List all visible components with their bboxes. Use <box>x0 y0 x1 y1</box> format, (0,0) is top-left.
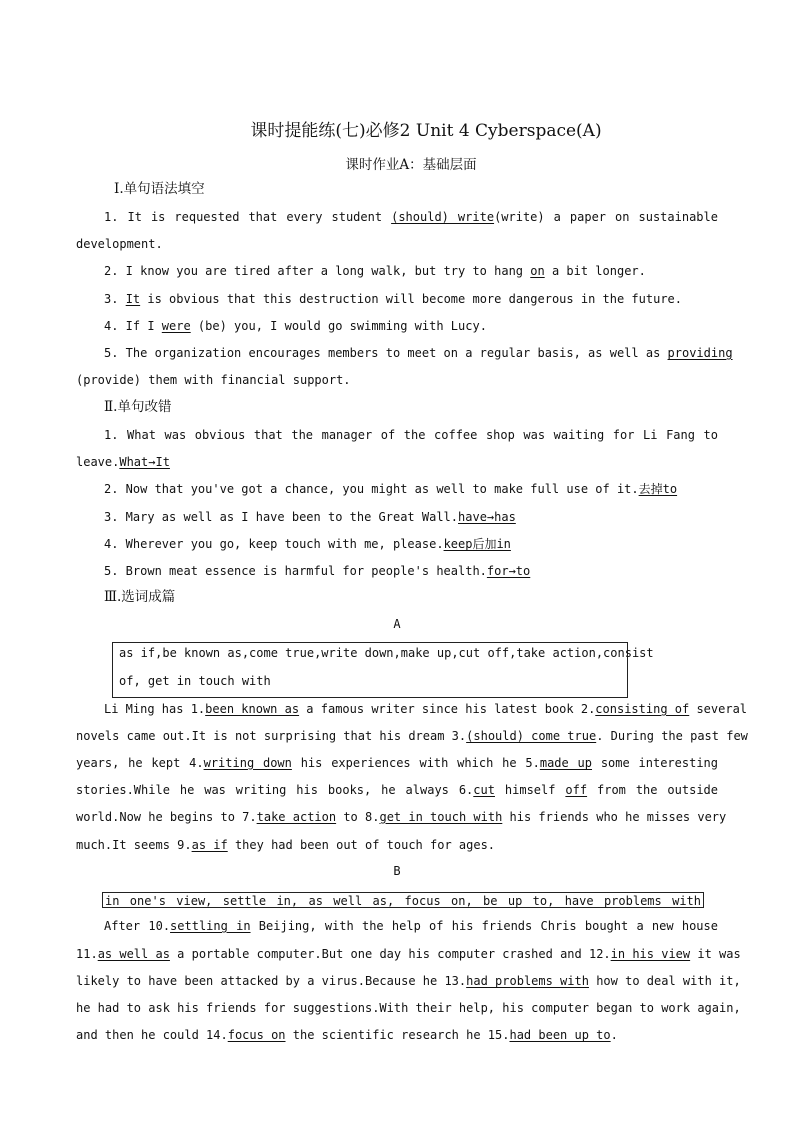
question-5-cont: (provide) them with financial support. <box>76 373 351 387</box>
section-heading-grammar: Ⅰ.单句语法填空 <box>114 181 205 197</box>
answer: as if <box>191 838 228 852</box>
passage-a-line1: Li Ming has 1.been known as a famous writer since his latest book 2.consisting of several <box>104 702 748 716</box>
answer: as well as <box>97 947 170 961</box>
answer: writing down <box>203 756 292 770</box>
passage-a-line2: novels came out.It is not surprising that his dream 3.(should) come true. During the past few <box>76 729 748 743</box>
word-bank-a-line1: as if,be known as,come true,write down,make up,cut off,take action,consist <box>119 646 654 660</box>
answer: on <box>530 264 545 278</box>
answer: off <box>565 783 588 797</box>
passage-a-line6: much.It seems 9.as if they had been out of touch for ages. <box>76 838 496 852</box>
question-1: 1. It is requested that every student (should) write(write) a paper on sustainable <box>104 210 718 224</box>
answer: in his view <box>610 947 691 961</box>
page-subtitle: 课时作业A：基础层面 <box>345 157 477 173</box>
passage-b-line1: After 10.settling in Beijing, with the help of his friends Chris bought a new house <box>104 919 718 933</box>
question-5: 5. The organization encourages members to meet on a regular basis, as well as providing <box>104 346 733 360</box>
answer: (should) write <box>391 210 495 224</box>
word-bank-a-line2: of, get in touch with <box>119 674 271 688</box>
answer: for→to <box>486 564 531 578</box>
answer: 去掉to <box>638 482 678 496</box>
answer: (should) come true <box>466 729 597 743</box>
correction-2: 2. Now that you've got a chance, you might as well to make full use of it.去掉to <box>104 482 678 496</box>
part-a-label: A <box>393 617 401 631</box>
section-heading-correction: Ⅱ.单句改错 <box>104 399 172 415</box>
answer: take action <box>256 810 337 824</box>
answer: had problems with <box>466 974 589 988</box>
answer: providing <box>667 346 733 360</box>
correction-1-cont: leave.What→It <box>76 455 170 469</box>
passage-b-line4: he had to ask his friends for suggestions.With their help, his computer began to work again, <box>76 1001 741 1015</box>
answer: consisting of <box>595 702 690 716</box>
answer: cut <box>473 783 495 797</box>
answer: were <box>161 319 191 333</box>
answer: have→has <box>458 510 516 524</box>
passage-b-line3: likely to have been attacked by a virus.Because he 13.had problems with how to deal with it, <box>76 974 741 988</box>
part-b-label: B <box>393 864 401 878</box>
answer: It <box>125 292 141 306</box>
passage-b-line5: and then he could 14.focus on the scientific research he 15.had been up to. <box>76 1028 618 1042</box>
question-3: 3. It is obvious that this destruction will become more dangerous in the future. <box>104 292 682 306</box>
correction-1: 1. What was obvious that the manager of the coffee shop was waiting for Li Fang to <box>104 428 718 442</box>
question-1-cont: development. <box>76 237 163 251</box>
answer: settling in <box>170 919 251 933</box>
word-bank-b: in one's view, settle in, as well as, focus on, be up to, have problems with <box>102 892 704 908</box>
section-heading-cloze: Ⅲ.选词成篇 <box>104 589 176 605</box>
passage-a-line3: years, he kept 4.writing down his experiences with which he 5.made up some interesting <box>76 756 719 770</box>
answer: keep后加in <box>443 537 511 551</box>
word-bank-a <box>112 642 654 698</box>
answer: been known as <box>205 702 300 716</box>
question-2: 2. I know you are tired after a long walk, but try to hang on a bit longer. <box>104 264 646 278</box>
answer: had been up to <box>509 1028 611 1042</box>
answer: get in touch with <box>379 810 503 824</box>
answer: made up <box>539 756 593 770</box>
correction-5: 5. Brown meat essence is harmful for people's health.for→to <box>104 564 531 578</box>
passage-b-line2: 11.as well as a portable computer.But one day his computer crashed and 12.in his view it was <box>76 947 741 961</box>
correction-4: 4. Wherever you go, keep touch with me, please.keep后加in <box>104 537 511 551</box>
answer: focus on <box>227 1028 286 1042</box>
correction-3: 3. Mary as well as I have been to the Great Wall.have→has <box>104 510 516 524</box>
answer: What→It <box>119 455 170 469</box>
question-4: 4. If I were (be) you, I would go swimming with Lucy. <box>104 319 487 333</box>
passage-a-line5: world.Now he begins to 7.take action to 8.get in touch with his friends who he misses very <box>76 810 727 824</box>
passage-a-line4: stories.While he was writing his books, he always 6.cut himself off from the outside <box>76 783 718 797</box>
page-title: 课时提能练(七)必修2 Unit 4 Cyberspace(A) <box>250 121 602 141</box>
